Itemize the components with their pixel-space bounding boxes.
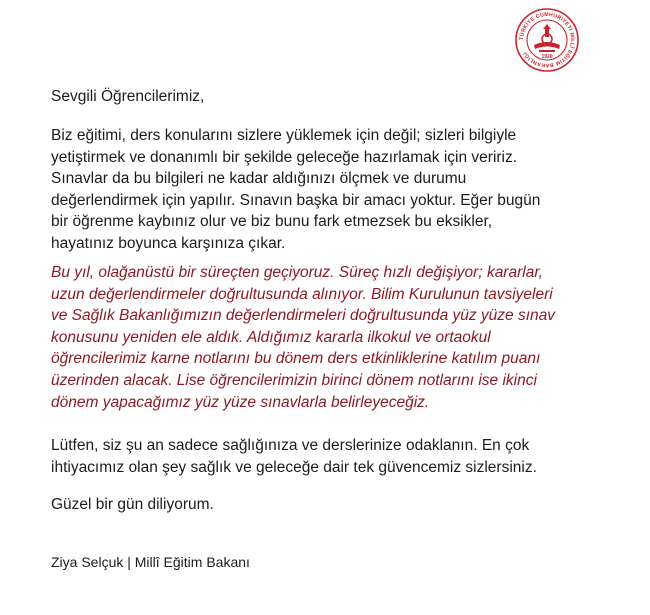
paragraph-line: dönem yapacağımız yüz yüze sınavlarla belirleyeceğiz. xyxy=(51,393,430,411)
greeting: Sevgili Öğrencilerimiz, xyxy=(51,88,205,105)
paragraph-education xyxy=(51,125,611,255)
paragraph-line: Bu yıl, olağanüstü bir süreçten geçiyoruz. Süreç hızlı değişiyor; kararlar, xyxy=(51,264,543,281)
paragraph-line: ve Sağlık Bakanlığımızın değerlendirmeleri doğrultusunda yüz yüze sınav xyxy=(51,307,556,325)
closing-line: Güzel bir gün diliyorum. xyxy=(51,496,214,513)
paragraph-line: konusunu yeniden ele aldık. Aldığımız kararla ilkokul ve ortaokul xyxy=(51,328,491,346)
paragraph-line: Sınavlar da bu bilgileri ne kadar aldığınızı ölçmek ve durumu xyxy=(51,170,467,188)
svg-text:TÜRKİYE CUMHURİYETİ MİLLÎ EĞİT: TÜRKİYE CUMHURİYETİ MİLLÎ EĞİTİM BAKANLIĞI xyxy=(518,11,576,69)
signature: Ziya Selçuk | Millî Eğitim Bakanı xyxy=(51,554,250,570)
paragraph-line: bir öğrenme kaybınız olur ve biz bunu fark etmezsek bu eksikler, xyxy=(51,213,493,231)
paragraph-line: yetiştirmek ve donanımlı bir şekilde geleceğe hazırlamak için veririz. xyxy=(51,148,518,166)
paragraph-line: Biz eğitimi, ders konularını sizlere yüklemek için değil; sizleri bilgiyle xyxy=(51,127,517,144)
paragraph-line: ihtiyacımız olan şey sağlık ve geleceğe dair tek güvencemiz sizlersiniz. xyxy=(51,458,537,476)
ministry-seal-icon xyxy=(515,8,579,72)
paragraph-line: değerlendirmek için yapılır. Sınavın başka bir amacı yoktur. Eğer bugün xyxy=(51,191,541,209)
paragraph-line: Lütfen, siz şu an sadece sağlığınıza ve derslerinize odaklanın. En çok xyxy=(51,437,530,454)
paragraph-line: öğrencilerimiz karne notlarını bu dönem ders etkinliklerine katılım puanı xyxy=(51,350,541,368)
paragraph-health xyxy=(51,435,611,478)
paragraph-line: uzun değerlendirmeler doğrultusunda alınıyor. Bilim Kurulunun tavsiyeleri xyxy=(51,285,553,303)
svg-text:1920: 1920 xyxy=(541,54,553,60)
paragraph-line: üzerinden alacak. Lise öğrencilerimizin birinci dönem notlarını ise ikinci xyxy=(51,371,537,389)
paragraph-announcement xyxy=(51,262,611,413)
paragraph-line: hayatınız boyunca karşınıza çıkar. xyxy=(51,234,286,252)
